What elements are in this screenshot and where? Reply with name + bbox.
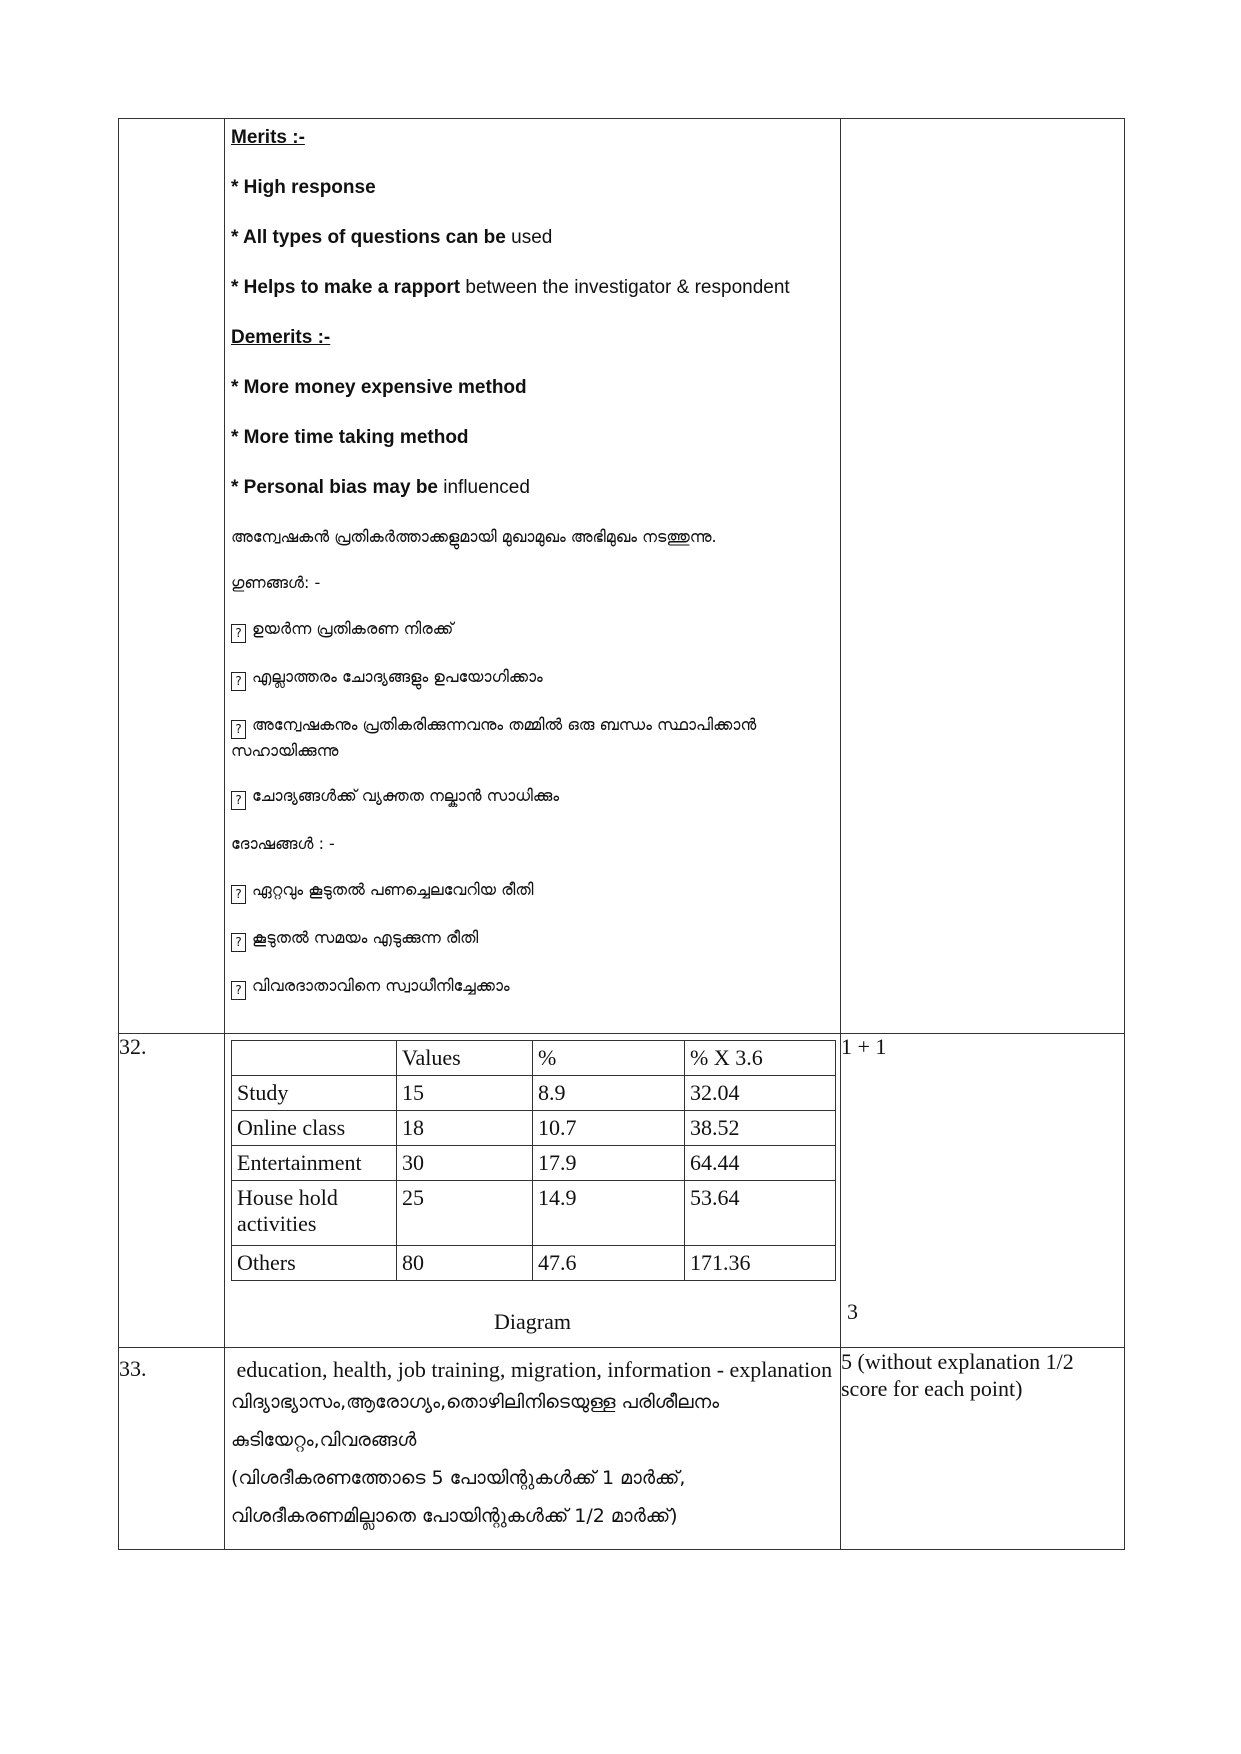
- table-cell: 30: [397, 1146, 533, 1181]
- missing-glyph-icon: ?: [231, 624, 246, 643]
- table-cell: 15: [397, 1076, 533, 1111]
- question-33-row: [119, 1348, 1125, 1550]
- missing-glyph-icon: ?: [231, 672, 246, 691]
- q33-ml-line: വിദ്യാഭ്യാസം,ആരോഗ്യം,തൊഴിലിനിടെയുള്ള പരിശീലനം: [231, 1391, 720, 1413]
- question-33-number: 33.: [119, 1348, 225, 1550]
- q33-english-answer: education, health, job training, migration, information - explanation: [231, 1357, 833, 1382]
- merit-item: * All types of questions can be used: [231, 227, 553, 248]
- table-header-cell: [232, 1041, 397, 1076]
- diagram-label: Diagram: [494, 1309, 571, 1334]
- table-cell: 171.36: [685, 1246, 836, 1281]
- missing-glyph-icon: ?: [231, 720, 246, 739]
- question-32-score-cell: [841, 1034, 1125, 1348]
- demerit-item: * More money expensive method: [231, 377, 527, 398]
- table-cell: Study: [232, 1076, 397, 1111]
- table-row: [232, 1181, 836, 1246]
- table-cell: 25: [397, 1181, 533, 1246]
- table-cell: 80: [397, 1246, 533, 1281]
- table-row: [232, 1076, 836, 1111]
- missing-glyph-icon: ?: [231, 933, 246, 952]
- table-row: [232, 1246, 836, 1281]
- ml-demerit-item: ? വിവരദാതാവിനെ സ്വാധീനിച്ചേക്കാം: [231, 974, 834, 1000]
- score-top: 1 + 1: [841, 1034, 887, 1059]
- table-cell: 17.9: [533, 1146, 685, 1181]
- table-cell: 18: [397, 1111, 533, 1146]
- question-33-score: 5 (without explanation 1/2 score for each point): [841, 1348, 1125, 1550]
- demerits-heading: Demerits :-: [231, 327, 331, 348]
- answer-key-table: [118, 118, 1125, 1550]
- table-header-cell: % X 3.6: [685, 1041, 836, 1076]
- ml-demerits-heading: ദോഷങ്ങൾ : -: [231, 834, 335, 853]
- table-cell: Online class: [232, 1111, 397, 1146]
- ml-merit-item: ? ഉയർന്ന പ്രതികരണ നിരക്ക്: [231, 617, 834, 643]
- ml-merits-heading: ഗുണങ്ങൾ: -: [231, 573, 321, 592]
- table-cell: 8.9: [533, 1076, 685, 1111]
- missing-glyph-icon: ?: [231, 885, 246, 904]
- table-header-row: [232, 1041, 836, 1076]
- table-cell: 10.7: [533, 1111, 685, 1146]
- table-cell: 53.64: [685, 1181, 836, 1246]
- table-row: [232, 1111, 836, 1146]
- table-cell: House hold activities: [232, 1181, 397, 1246]
- table-cell: 64.44: [685, 1146, 836, 1181]
- q33-ml-line: (വിശദീകരണത്തോടെ 5 പോയിന്റുകൾക്ക് 1 മാർക്ക്,: [231, 1467, 686, 1489]
- merit-item: * High response: [231, 177, 376, 198]
- question-31-score-cell: [841, 119, 1125, 1034]
- missing-glyph-icon: ?: [231, 791, 246, 810]
- question-31-number-cell: [119, 119, 225, 1034]
- table-cell: Others: [232, 1246, 397, 1281]
- question-31-row: [119, 119, 1125, 1034]
- ml-intro: അന്വേഷകൻ പ്രതികർത്താക്കളുമായി മുഖാമുഖം അഭിമുഖം നടത്തുന്നു.: [231, 527, 717, 546]
- table-cell: 14.9: [533, 1181, 685, 1246]
- demerit-item: * More time taking method: [231, 427, 469, 448]
- table-cell: 32.04: [685, 1076, 836, 1111]
- table-header-cell: Values: [397, 1041, 533, 1076]
- question-33-answer-cell: [225, 1348, 841, 1550]
- question-32-number: 32.: [119, 1034, 225, 1348]
- merits-heading: Merits :-: [231, 127, 305, 148]
- table-header-cell: %: [533, 1041, 685, 1076]
- question-32-row: [119, 1034, 1125, 1348]
- ml-demerit-item: ? കൂടുതൽ സമയം എടുക്കുന്ന രീതി: [231, 926, 834, 952]
- q33-ml-line: കുടിയേറ്റം,വിവരങ്ങൾ: [231, 1429, 417, 1451]
- time-allocation-table: [231, 1040, 836, 1281]
- demerit-item: * Personal bias may be influenced: [231, 477, 530, 498]
- table-row: [232, 1146, 836, 1181]
- table-cell: 47.6: [533, 1246, 685, 1281]
- merit-item: * Helps to make a rapport between the investigator & respondent: [231, 277, 790, 298]
- question-31-answer-cell: [225, 119, 841, 1034]
- ml-merit-item: ? അന്വേഷകനും പ്രതികരിക്കുന്നവനും തമ്മിൽ ഒരു ബന്ധം സ്ഥാപിക്കാൻ സഹായിക്കുന്നു: [231, 715, 757, 760]
- ml-merit-item: ? എല്ലാത്തരം ചോദ്യങ്ങളും ഉപയോഗിക്കാം: [231, 665, 834, 691]
- missing-glyph-icon: ?: [231, 981, 246, 1000]
- table-cell: 38.52: [685, 1111, 836, 1146]
- question-32-answer-cell: [225, 1034, 841, 1348]
- q33-ml-line: വിശദീകരണമില്ലാതെ പോയിന്റുകൾക്ക് 1/2 മാർക്ക്): [231, 1505, 678, 1527]
- score-bottom: 3: [847, 1299, 858, 1324]
- ml-demerit-item: ? ഏറ്റവും കൂടുതൽ പണച്ചെലവേറിയ രീതി: [231, 878, 834, 904]
- ml-merit-item: ? ചോദ്യങ്ങൾക്ക് വ്യക്തത നല്കാൻ സാധിക്കും: [231, 784, 834, 810]
- table-cell: Entertainment: [232, 1146, 397, 1181]
